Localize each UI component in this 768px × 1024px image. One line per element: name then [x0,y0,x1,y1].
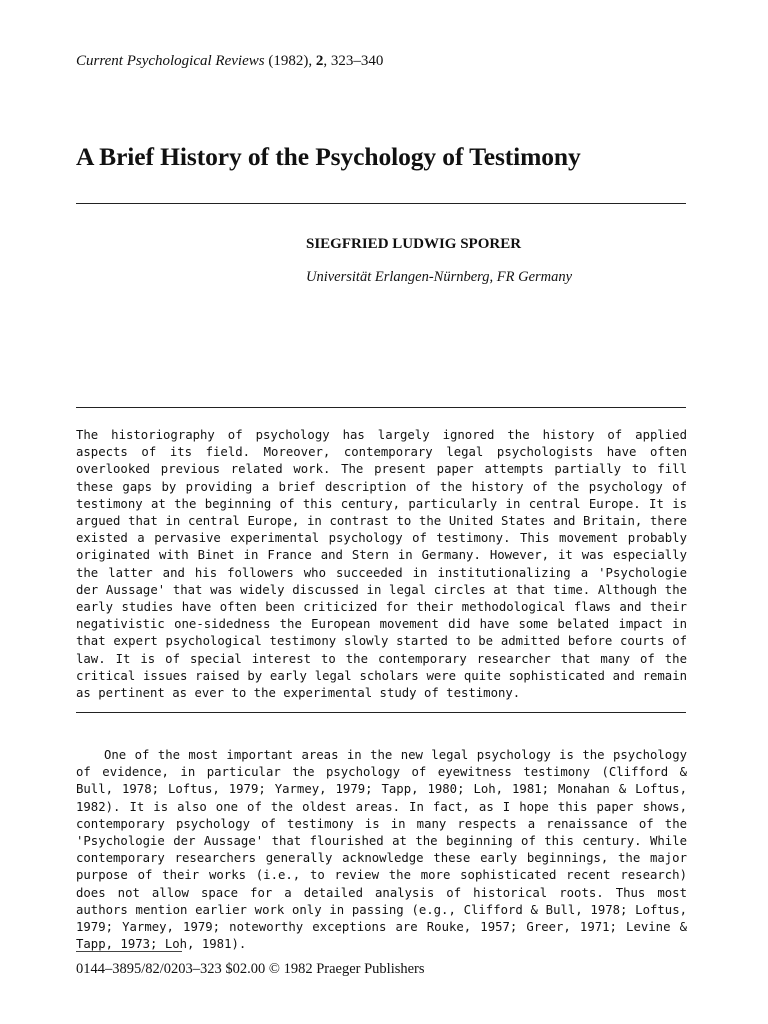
body-paragraph: One of the most important areas in the new legal psychology is the psychology of evidence, in particular the psychology of eyewitness testimony (Clifford & Bull, 1978; Loftus, 1979; Yarmey, 1979; Tapp, 1980; Loh, 1981; Monahan & Loftus, 1982). It is also one of the oldest areas. In fact, as I hope this paper shows, contemporary psychology of testimony is in many respects a renaissance of the 'Psychologie der Aussage' that flourished at the beginning of this century. While contemporary researchers generally acknowledge these early beginnings, the major purpose of their works (i.e., to review the more sophisticated recent research) does not allow space for a detailed analysis of historical roots. Thus most authors mention earlier work only in passing (e.g., Clifford & Bull, 1978; Loftus, 1979; Yarmey, 1979; noteworthy exceptions are Rouke, 1957; Greer, 1971; Levine & Tapp, 1973; Loh, 1981). [76,748,687,952]
journal-volume: 2 [315,53,324,69]
journal-pages: , 323–340 [323,53,384,69]
article-title: A Brief History of the Psychology of Testimony [76,142,581,171]
abstract-text: The historiography of psychology has largely ignored the history of applied aspects of its field. Moreover, contemporary legal psychologists have often overlooked previous related work. The present paper attempts partially to fill these gaps by providing a brief description of the history of the psychology of testimony at the beginning of this century, particularly in central Europe. It is argued that in central Europe, in contrast to the United States and Britain, there existed a pervasive experimental psychology of testimony. This movement probably originated with Binet in France and Stern in Germany. However, it was especially the latter and his followers who succeeded in institutionalizing a 'Psychologie der Aussage' that was widely discussed in legal circles at that time. Although the early studies have often been criticized for their methodological flaws and their negativistic one-sidedness the European movement did have some belated impact in that expert psychological testimony slowly started to be admitted before courts of law. It is of special interest to the contemporary researcher that many of the critical issues raised by early legal scholars were quite sophisticated and remain as pertinent as ever to the experimental study of testimony. [76,428,687,701]
author-name: SIEGFRIED LUDWIG SPORER [306,236,522,252]
abstract-bottom-divider [76,712,686,713]
author-affiliation: Universität Erlangen-Nürnberg, FR Germany [306,269,573,285]
footnote-divider [76,951,182,952]
journal-year: (1982), [264,53,316,69]
journal-name: Current Psychological Reviews [76,53,265,69]
journal-citation [76,53,383,70]
copyright-footer: 0144–3895/82/0203–323 $02.00 © 1982 Praeger Publishers [76,961,425,977]
title-divider [76,203,686,204]
abstract-top-divider [76,407,686,408]
